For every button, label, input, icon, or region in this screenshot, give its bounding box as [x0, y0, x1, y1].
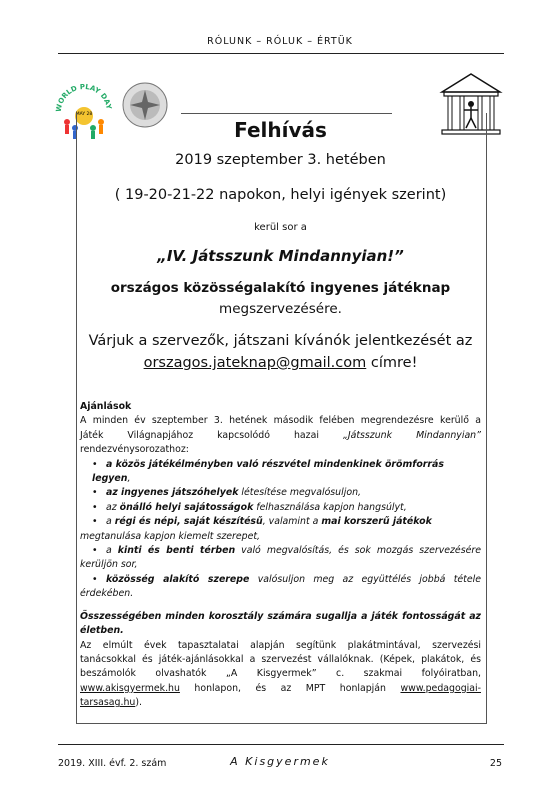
akisgyermek-link[interactable]: www.akisgyermek.hu [80, 682, 180, 694]
bullet-item: • a kinti és benti térben való megvalósítás, és sok mozgás szervezésére [92, 545, 481, 557]
pedagogiai-link[interactable]: www.pedagogiai- [400, 682, 481, 694]
support-paragraph-4: www.akisgyermek.hu honlapon, és az MPT honlapján www.pedagogiai- [80, 682, 481, 694]
registration-email-line: orszagos.jateknap@gmail.com címre! [143, 355, 418, 371]
notice-intro: kerül sor a [254, 222, 307, 233]
support-paragraph-5: tarsasag.hu). [80, 697, 142, 709]
magazine-name: A Kisgyermek [230, 755, 330, 768]
summary-line-1: Összességében minden korosztály számára sugallja a játék fontosságát az [80, 610, 481, 622]
support-paragraph-2: tanácsokkal és játék-ajánlásokkal a szervezést vállalóknak. (Képek, plakátok, és [80, 653, 481, 665]
event-organizing: megszervezésére. [219, 301, 342, 317]
notice-title: Felhívás [234, 118, 327, 142]
bullet-continuation: megtanulása kapjon kiemelt szerepet, [80, 530, 261, 542]
registration-call: Várjuk a szervezők, játszani kívánók jelentkezését az [88, 333, 473, 349]
email-link[interactable]: orszagos.jateknap@gmail.com [143, 355, 367, 371]
svg-text:MAY 28: MAY 28 [75, 112, 93, 117]
support-paragraph-1: Az elmúlt évek tapasztalatai alapján segítünk plakátmintával, szervezési [80, 639, 481, 651]
footer-divider [58, 744, 504, 745]
svg-text:WORLD PLAY DAY: WORLD PLAY DAY [54, 82, 113, 113]
recommendations-intro-3: rendezvénysorozathoz: [80, 444, 189, 456]
recommendations-intro-1: A minden év szeptember 3. hetének második felében megrendezésre kerülő a [80, 415, 481, 427]
notice-date-week: 2019 szeptember 3. hetében [175, 152, 386, 168]
pedagogiai-link-cont[interactable]: tarsasag.hu [80, 697, 136, 709]
notice-frame-top-rule [181, 113, 392, 114]
event-name: „IV. Játsszunk Mindannyian!” [157, 247, 404, 265]
recommendations-section [80, 400, 481, 711]
summary-line-2: életben. [80, 625, 124, 637]
support-paragraph-3: beszámolók olvashatók „A Kisgyermek” c. szakmai folyóiratban, [80, 668, 481, 680]
bullet-item: • az ingyenes játszóhelyek létesítése megvalósuljon, [92, 487, 361, 499]
bullet-item: • a közös játékélményben való részvétel mindenkinek örömforrás legyen, [92, 458, 444, 485]
event-description: országos közösségalakító ingyenes játéknap [110, 280, 451, 296]
recommendations-intro-2: Játék Világnapjához kapcsolódó hazai „Játsszunk Mindannyian” [80, 429, 481, 441]
bullet-item: • az önálló helyi sajátosságok felhasználása kapjon hangsúlyt, [92, 501, 407, 513]
bullet-continuation: érdekében. [80, 588, 134, 600]
page-number: 25 [489, 758, 502, 769]
running-header: RÓLUNK – RÓLUK – ÉRTÜK [207, 36, 353, 47]
notice-days: ( 19-20-21-22 napokon, helyi igények szerint) [114, 187, 447, 203]
bullet-item: • a régi és népi, saját készítésű, valamint a mai korszerű játékok [92, 516, 432, 528]
issue-info: 2019. XIII. évf. 2. szám [58, 758, 167, 769]
recommendations-heading: Ajánlások [80, 401, 132, 412]
header-divider [58, 53, 504, 54]
bullet-item: • közösség alakító szerepe valósuljon meg az együttélés jobbá tétele [92, 573, 482, 585]
bullet-continuation: kerüljön sor, [80, 559, 138, 571]
